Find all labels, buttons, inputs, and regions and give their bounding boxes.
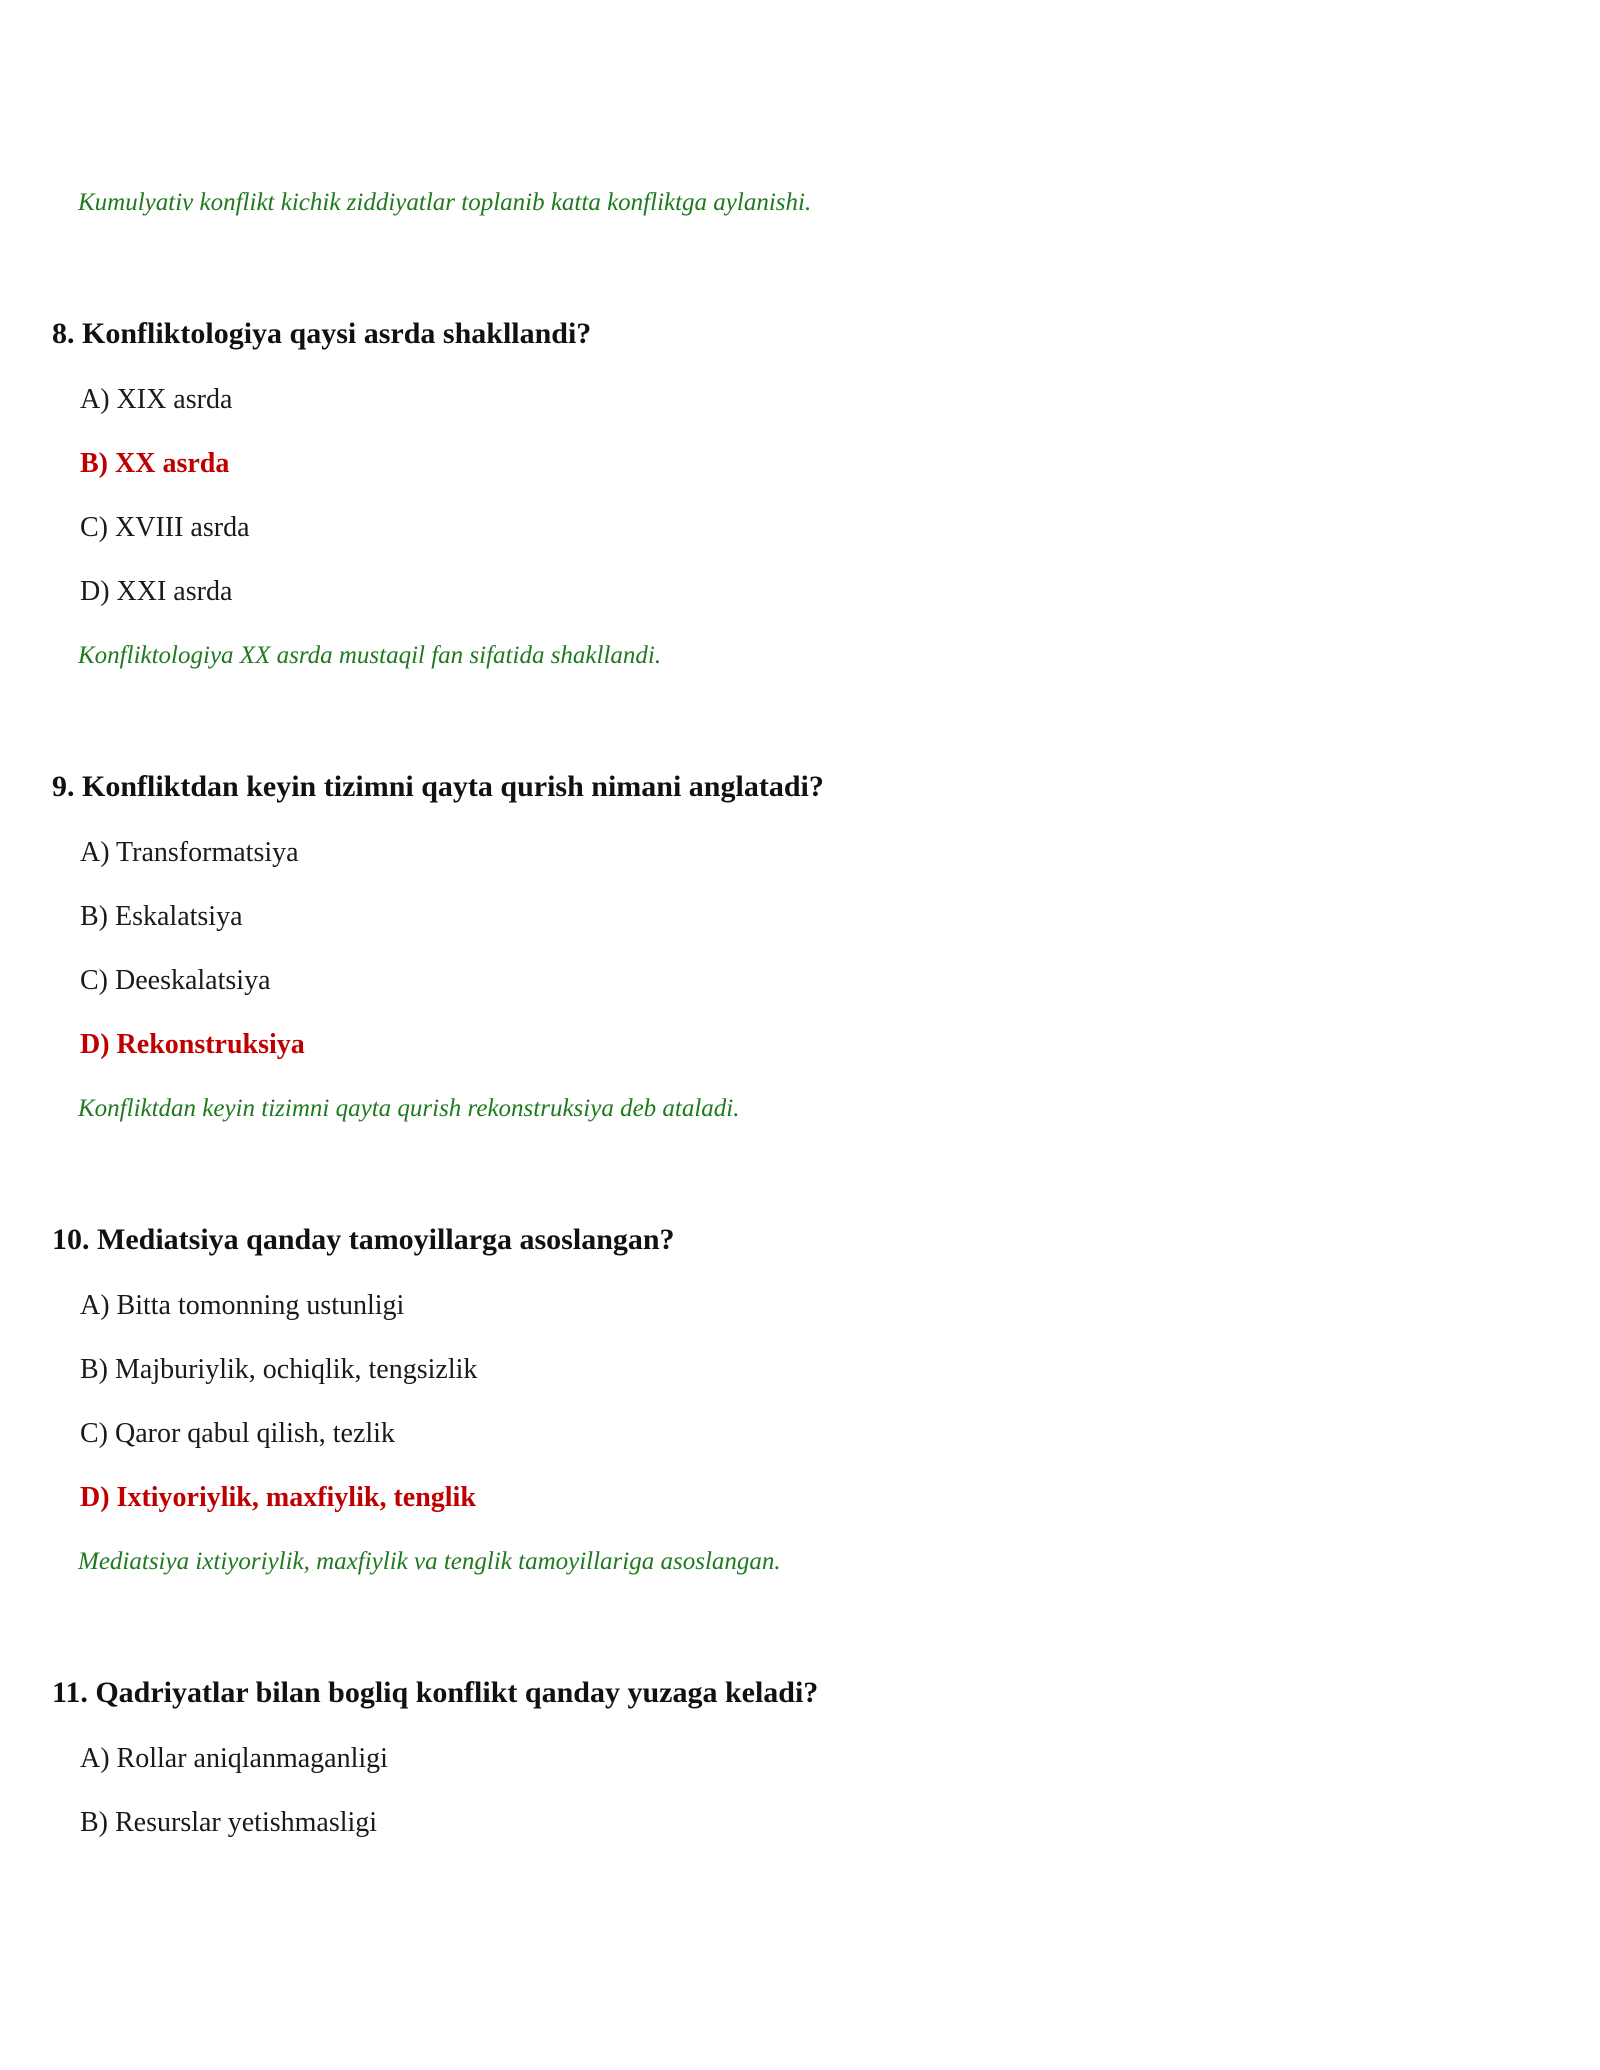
- question-9-option-a: A) Transformatsiya: [80, 837, 299, 868]
- question-9-option-d-correct: D) Rekonstruksiya: [80, 1029, 305, 1060]
- question-10-option-c: C) Qaror qabul qilish, tezlik: [80, 1418, 395, 1449]
- question-10-title: 10. Mediatsiya qanday tamoyillarga asoslangan?: [52, 1223, 675, 1256]
- question-8-option-c: C) XVIII asrda: [80, 512, 250, 543]
- question-10-option-d-correct: D) Ixtiyoriylik, maxfiylik, tenglik: [80, 1482, 476, 1513]
- question-10-option-a: A) Bitta tomonning ustunligi: [80, 1290, 405, 1321]
- question-10-explanation: Mediatsiya ixtiyoriylik, maxfiylik va tenglik tamoyillariga asoslangan.: [78, 1548, 781, 1575]
- question-9-title: 9. Konfliktdan keyin tizimni qayta qurish nimani anglatadi?: [52, 770, 824, 803]
- question-8-option-b-correct: B) XX asrda: [80, 448, 230, 479]
- question-10-option-b: B) Majburiylik, ochiqlik, tengsizlik: [80, 1354, 478, 1385]
- question-9-option-c: C) Deeskalatsiya: [80, 965, 271, 996]
- question-8-title: 8. Konfliktologiya qaysi asrda shakllandi?: [52, 317, 592, 350]
- question-11-option-a: A) Rollar aniqlanmaganligi: [80, 1743, 388, 1774]
- question-9-option-b: B) Eskalatsiya: [80, 901, 243, 932]
- question-11-option-b: B) Resurslar yetishmasligi: [80, 1807, 378, 1838]
- explanation-text: Kumulyativ konflikt kichik ziddiyatlar toplanib katta konfliktga aylanishi.: [78, 189, 812, 216]
- question-8-option-a: A) XIX asrda: [80, 384, 233, 415]
- question-11-title: 11. Qadriyatlar bilan bogliq konflikt qanday yuzaga keladi?: [52, 1676, 819, 1709]
- question-8-option-d: D) XXI asrda: [80, 576, 233, 607]
- question-9-explanation: Konfliktdan keyin tizimni qayta qurish rekonstruksiya deb ataladi.: [78, 1095, 740, 1122]
- question-8-explanation: Konfliktologiya XX asrda mustaqil fan sifatida shakllandi.: [78, 642, 662, 669]
